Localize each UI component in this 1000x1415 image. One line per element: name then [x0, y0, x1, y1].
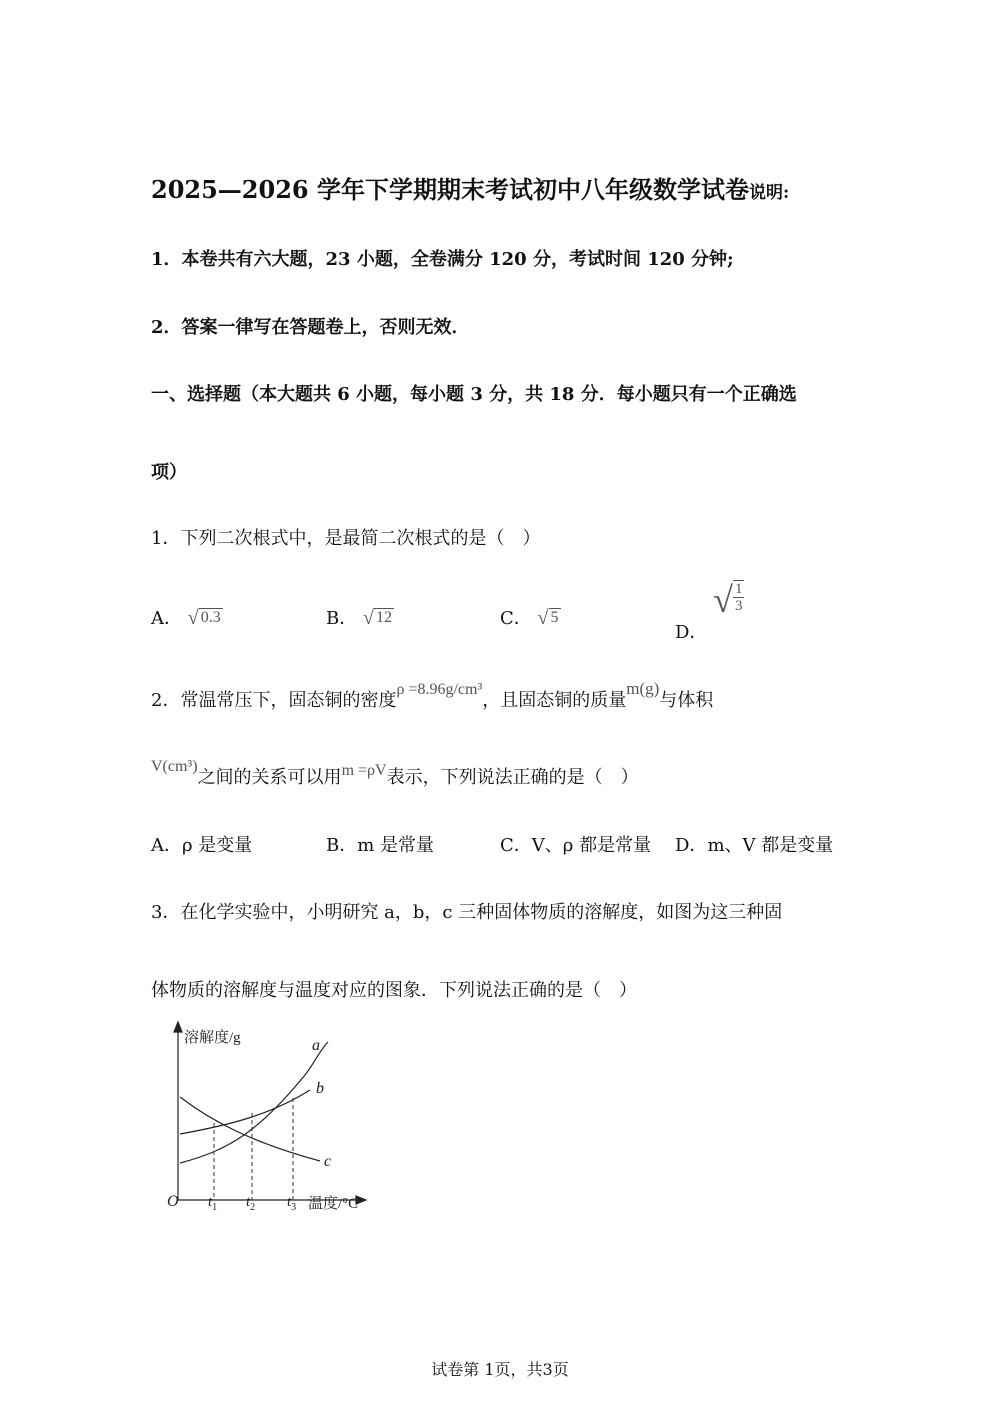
curve-label-c: c [324, 1153, 332, 1170]
question-2-line2 [151, 758, 639, 789]
section-heading-line1: 一、选择题（本大题共 6 小题，每小题 3 分，共 18 分．每小题只有一个正确选 [151, 384, 797, 405]
exam-title: 2025—2026 学年下学期期末考试初中八年级数学试卷 [151, 175, 749, 204]
solubility-figure [150, 1020, 390, 1220]
page-title [151, 170, 789, 205]
tick-t2: $t_2$ [246, 1194, 256, 1213]
q2-stem-c: 与体积 [659, 690, 714, 711]
radicand: 12 [375, 609, 392, 626]
curve-label-b: b [316, 1080, 324, 1097]
curve-a [180, 1042, 328, 1163]
q1-option-a [151, 604, 223, 630]
question-3-line2: 体物质的溶解度与温度对应的图象．下列说法正确的是（ ） [151, 980, 637, 1001]
numerator: 1 [734, 581, 743, 597]
option-text: m、V 都是变量 [707, 835, 834, 856]
y-axis-label: 溶解度/g [184, 1030, 241, 1046]
curve-b [180, 1090, 310, 1134]
q2-option-d [675, 831, 833, 857]
page-footer: 试卷第 1页，共3页 [431, 1360, 569, 1379]
q2-option-c [500, 831, 651, 857]
option-text: V、ρ 都是常量 [531, 835, 652, 856]
sqrt-expression: √ 0.3 [187, 607, 221, 629]
question-3-line1: 3．在化学实验中，小明研究 a，b，c 三种固体物质的溶解度，如图为这三种固 [151, 902, 783, 923]
sqrt-expression: √ 12 [362, 607, 392, 629]
sqrt-expression: √ 5 [537, 607, 559, 629]
x-axis-label: 温度/°C [308, 1196, 359, 1212]
relation-formula: m =ρV [341, 762, 387, 779]
y-axis-arrow [174, 1022, 182, 1032]
volume-formula: V(cm³) [151, 758, 198, 775]
curve-label-a: a [312, 1037, 320, 1054]
tick-t1: $t_1$ [208, 1194, 218, 1213]
section-heading-line2: 项） [151, 462, 187, 483]
q2-option-b [326, 831, 434, 857]
question-1-stem: 1．下列二次根式中，是最简二次根式的是（ ） [151, 528, 541, 549]
q1-option-c [500, 604, 561, 630]
option-label: B． [326, 835, 358, 856]
option-text: m 是常量 [357, 835, 435, 856]
sqrt-fraction: √ $\frac{1}{3}$ [713, 580, 743, 620]
option-text: ρ 是变量 [182, 835, 253, 856]
option-label: A． [151, 835, 182, 856]
option-label: A． [151, 608, 182, 629]
tick-t3: $t_3$ [287, 1194, 297, 1213]
option-label: C． [500, 835, 532, 856]
q2-stem-e: 表示，下列说法正确的是（ ） [386, 767, 639, 788]
q2-stem-b: ，且固态铜的质量 [482, 690, 627, 711]
q2-stem-d: 之间的关系可以用 [197, 767, 342, 788]
option-label: D． [675, 622, 708, 643]
note-label: 说明: [748, 183, 790, 203]
option-label: C． [500, 608, 532, 629]
origin-label: O [167, 1193, 179, 1210]
q1-option-b [326, 604, 394, 630]
instruction-2: 2．答案一律写在答题卷上，否则无效． [151, 317, 470, 338]
q2-option-a [151, 831, 252, 857]
mass-formula: m(g) [626, 679, 660, 698]
q2-stem-a: 2．常温常压下，固态铜的密度 [151, 690, 397, 711]
radicand: 0.3 [200, 609, 221, 626]
q1-option-d [675, 578, 744, 643]
density-formula: ρ =8.96g/cm³ [396, 681, 483, 698]
option-label: D． [675, 835, 708, 856]
denominator: 3 [734, 598, 743, 614]
radicand: 5 [550, 609, 559, 626]
curve-c [180, 1097, 320, 1161]
question-2-line1 [151, 679, 714, 712]
instruction-1: 1．本卷共有六大题，23 小题，全卷满分 120 分，考试时间 120 分钟; [151, 249, 734, 270]
option-label: B． [326, 608, 358, 629]
